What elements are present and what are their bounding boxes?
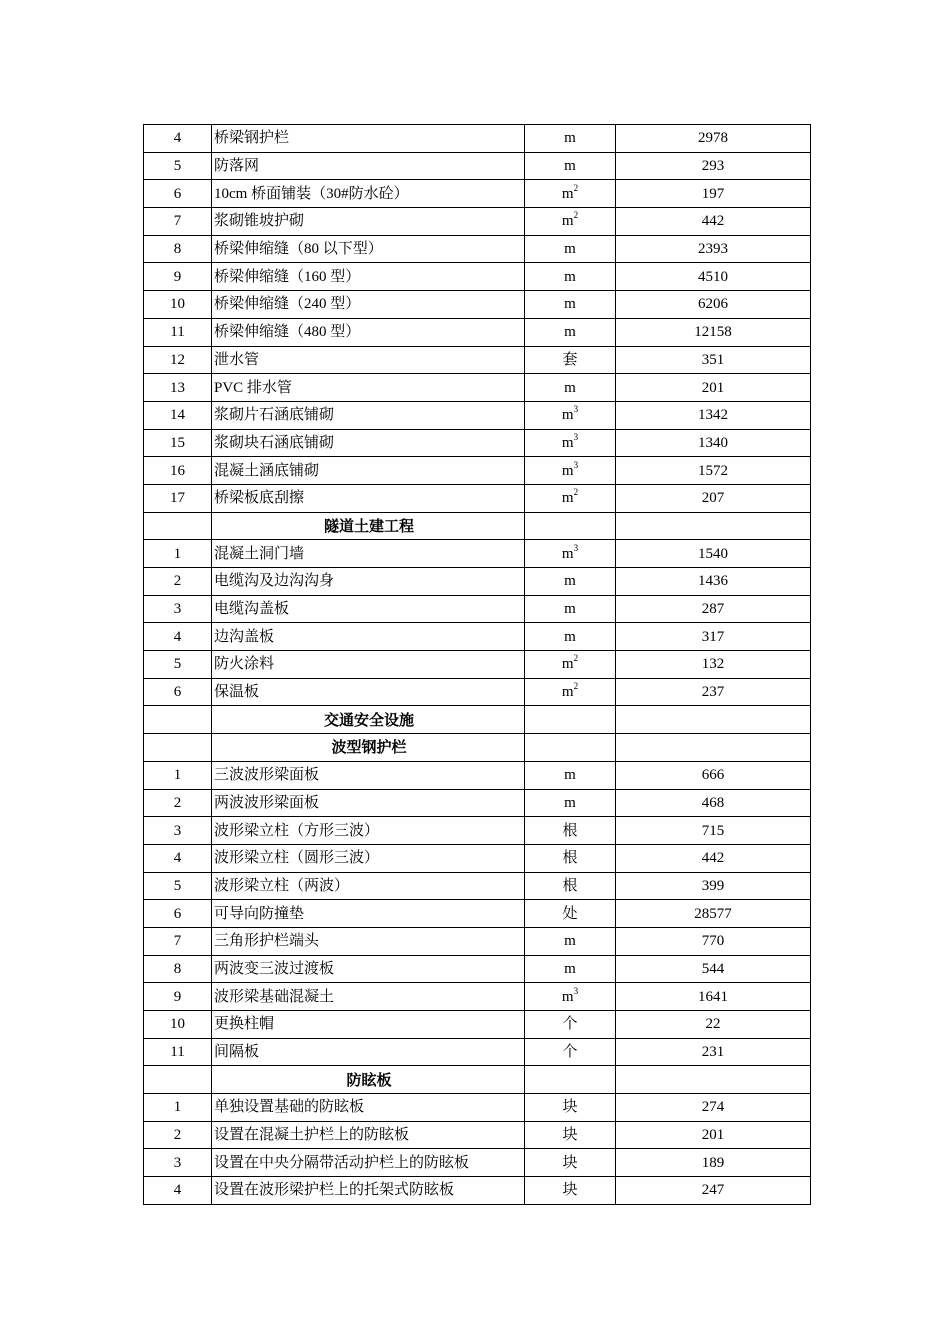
section-header-row (144, 706, 811, 734)
row-number-cell: 16 (144, 457, 212, 485)
unit-text: m (564, 794, 576, 811)
unit-text: m (564, 960, 576, 977)
table-row (144, 263, 811, 291)
unit-exponent: 3 (573, 459, 579, 470)
quantity-cell (616, 734, 811, 762)
unit-cell (525, 927, 616, 955)
item-name-cell: 更换柱帽 (212, 1011, 525, 1039)
row-number-cell: 1 (144, 761, 212, 789)
item-name-cell: 泄水管 (212, 346, 525, 374)
unit-cell (525, 900, 616, 928)
unit-text: m (564, 241, 576, 258)
table-row (144, 761, 811, 789)
table-row (144, 152, 811, 180)
quantity-table (143, 124, 811, 1205)
row-number-cell: 13 (144, 374, 212, 402)
unit-cell (525, 1149, 616, 1177)
quantity-cell: 666 (616, 761, 811, 789)
quantity-cell: 770 (616, 927, 811, 955)
item-name-cell: 浆砌锥坡护砌 (212, 208, 525, 236)
section-header-row (144, 1066, 811, 1094)
quantity-cell: 274 (616, 1094, 811, 1122)
section-header-row (144, 734, 811, 762)
table-row (144, 374, 811, 402)
row-number-cell: 10 (144, 1011, 212, 1039)
unit-text: m (561, 545, 574, 562)
quantity-cell: 1540 (616, 540, 811, 568)
unit-cell (525, 568, 616, 596)
unit-cell (525, 512, 616, 540)
row-number-cell: 17 (144, 484, 212, 512)
unit-cell (525, 1038, 616, 1066)
unit-exponent: 3 (573, 542, 579, 553)
unit-cell (525, 180, 616, 208)
row-number-cell: 3 (144, 817, 212, 845)
row-number-cell (144, 1066, 212, 1094)
unit-cell (525, 1011, 616, 1039)
quantity-cell: 399 (616, 872, 811, 900)
item-name-cell: 防火涂料 (212, 651, 525, 679)
row-number-cell (144, 734, 212, 762)
unit-text: m (564, 601, 576, 618)
table-row (144, 1177, 811, 1205)
row-number-cell (144, 706, 212, 734)
unit-cell (525, 263, 616, 291)
unit-cell (525, 429, 616, 457)
item-name-cell: 桥梁伸缩缝（80 以下型） (212, 235, 525, 263)
quantity-cell: 1572 (616, 457, 811, 485)
quantity-cell: 351 (616, 346, 811, 374)
row-number-cell: 2 (144, 789, 212, 817)
unit-text: m (564, 324, 576, 341)
quantity-cell: 12158 (616, 318, 811, 346)
table-row (144, 595, 811, 623)
item-name-cell: 混凝土洞门墙 (212, 540, 525, 568)
quantity-cell: 247 (616, 1177, 811, 1205)
table-row (144, 318, 811, 346)
table-row (144, 235, 811, 263)
quantity-cell: 442 (616, 844, 811, 872)
unit-cell (525, 844, 616, 872)
table-row (144, 623, 811, 651)
table-row (144, 651, 811, 679)
quantity-cell: 1436 (616, 568, 811, 596)
unit-text: m (561, 434, 574, 451)
table-row (144, 1038, 811, 1066)
item-name-cell: 桥梁伸缩缝（240 型） (212, 291, 525, 319)
table-row (144, 927, 811, 955)
row-number-cell: 6 (144, 180, 212, 208)
row-number-cell: 5 (144, 872, 212, 900)
unit-cell (525, 152, 616, 180)
unit-text: 处 (562, 905, 578, 922)
unit-text: m (561, 462, 574, 479)
unit-cell (525, 235, 616, 263)
table-row (144, 983, 811, 1011)
row-number-cell: 12 (144, 346, 212, 374)
quantity-cell: 468 (616, 789, 811, 817)
table-row (144, 125, 811, 153)
item-name-cell: 保温板 (212, 678, 525, 706)
unit-cell (525, 125, 616, 153)
item-name-cell: PVC 排水管 (212, 374, 525, 402)
unit-cell (525, 540, 616, 568)
table-row (144, 429, 811, 457)
row-number-cell: 7 (144, 208, 212, 236)
table-row (144, 484, 811, 512)
row-number-cell: 1 (144, 540, 212, 568)
unit-cell (525, 595, 616, 623)
table-row (144, 1149, 811, 1177)
item-name-cell: 电缆沟盖板 (212, 595, 525, 623)
unit-text: 块 (562, 1127, 578, 1144)
row-number-cell: 8 (144, 955, 212, 983)
table-row (144, 789, 811, 817)
item-name-cell: 两波波形梁面板 (212, 789, 525, 817)
quantity-cell: 231 (616, 1038, 811, 1066)
table-row (144, 844, 811, 872)
row-number-cell: 5 (144, 651, 212, 679)
unit-exponent: 3 (573, 985, 579, 996)
row-number-cell: 8 (144, 235, 212, 263)
unit-cell (525, 457, 616, 485)
unit-text: m (564, 268, 576, 285)
unit-cell (525, 484, 616, 512)
row-number-cell: 1 (144, 1094, 212, 1122)
unit-cell (525, 872, 616, 900)
item-name-cell: 波形梁立柱（方形三波） (212, 817, 525, 845)
unit-text: m (564, 573, 576, 590)
row-number-cell: 7 (144, 927, 212, 955)
unit-text: 个 (562, 1016, 578, 1033)
quantity-cell (616, 512, 811, 540)
unit-text: m (564, 158, 576, 175)
unit-cell (525, 318, 616, 346)
unit-text: 根 (562, 822, 578, 839)
quantity-cell: 2978 (616, 125, 811, 153)
quantity-cell: 317 (616, 623, 811, 651)
section-title-cell: 隧道土建工程 (212, 512, 525, 540)
unit-text: m (564, 296, 576, 313)
quantity-cell (616, 1066, 811, 1094)
unit-cell (525, 401, 616, 429)
unit-cell (525, 346, 616, 374)
table-row (144, 1094, 811, 1122)
item-name-cell: 间隔板 (212, 1038, 525, 1066)
unit-cell (525, 1121, 616, 1149)
unit-exponent: 2 (573, 182, 579, 193)
table-row (144, 900, 811, 928)
unit-cell (525, 955, 616, 983)
unit-cell (525, 789, 616, 817)
unit-cell (525, 374, 616, 402)
item-name-cell: 波形梁立柱（圆形三波） (212, 844, 525, 872)
item-name-cell: 桥梁伸缩缝（480 型） (212, 318, 525, 346)
row-number-cell: 3 (144, 1149, 212, 1177)
table-row (144, 1011, 811, 1039)
row-number-cell: 5 (144, 152, 212, 180)
item-name-cell: 单独设置基础的防眩板 (212, 1094, 525, 1122)
section-title-cell: 波型钢护栏 (212, 734, 525, 762)
item-name-cell: 浆砌片石涵底铺砌 (212, 401, 525, 429)
table-row (144, 457, 811, 485)
quantity-cell (616, 706, 811, 734)
row-number-cell: 2 (144, 1121, 212, 1149)
item-name-cell: 设置在波形梁护栏上的托架式防眩板 (212, 1177, 525, 1205)
unit-text: 个 (562, 1044, 578, 1061)
unit-text: m (564, 379, 576, 396)
unit-cell (525, 208, 616, 236)
row-number-cell: 11 (144, 318, 212, 346)
table-row (144, 401, 811, 429)
section-title-cell: 防眩板 (212, 1066, 525, 1094)
unit-cell (525, 734, 616, 762)
item-name-cell: 设置在混凝土护栏上的防眩板 (212, 1121, 525, 1149)
quantity-cell: 4510 (616, 263, 811, 291)
quantity-table-body (144, 125, 811, 1205)
quantity-cell: 715 (616, 817, 811, 845)
table-row (144, 872, 811, 900)
unit-text: m (561, 684, 574, 701)
quantity-cell: 201 (616, 374, 811, 402)
quantity-cell: 544 (616, 955, 811, 983)
unit-text: 块 (562, 1099, 578, 1116)
row-number-cell: 4 (144, 623, 212, 651)
unit-text: m (564, 628, 576, 645)
quantity-cell: 201 (616, 1121, 811, 1149)
unit-exponent: 3 (573, 404, 579, 415)
table-row (144, 1121, 811, 1149)
item-name-cell: 浆砌块石涵底铺砌 (212, 429, 525, 457)
unit-text: m (564, 933, 576, 950)
quantity-cell: 237 (616, 678, 811, 706)
row-number-cell: 11 (144, 1038, 212, 1066)
unit-text: m (564, 130, 576, 147)
row-number-cell: 4 (144, 1177, 212, 1205)
table-row (144, 208, 811, 236)
table-row (144, 955, 811, 983)
unit-cell (525, 761, 616, 789)
unit-cell (525, 651, 616, 679)
item-name-cell: 混凝土涵底铺砌 (212, 457, 525, 485)
unit-cell (525, 623, 616, 651)
item-name-cell: 三波波形梁面板 (212, 761, 525, 789)
item-name-cell: 桥梁板底刮擦 (212, 484, 525, 512)
unit-text: m (561, 656, 574, 673)
section-header-row (144, 512, 811, 540)
table-row (144, 346, 811, 374)
row-number-cell: 4 (144, 844, 212, 872)
unit-text: 块 (562, 1182, 578, 1199)
item-name-cell: 边沟盖板 (212, 623, 525, 651)
unit-text: m (561, 213, 574, 230)
item-name-cell: 10cm 桥面铺装（30#防水砼） (212, 180, 525, 208)
row-number-cell: 9 (144, 983, 212, 1011)
table-row (144, 678, 811, 706)
row-number-cell: 14 (144, 401, 212, 429)
quantity-cell: 197 (616, 180, 811, 208)
quantity-cell: 189 (616, 1149, 811, 1177)
quantity-cell: 28577 (616, 900, 811, 928)
quantity-cell: 1342 (616, 401, 811, 429)
section-title-cell: 交通安全设施 (212, 706, 525, 734)
unit-cell (525, 1066, 616, 1094)
item-name-cell: 可导向防撞垫 (212, 900, 525, 928)
row-number-cell: 6 (144, 678, 212, 706)
unit-exponent: 2 (573, 210, 579, 221)
unit-exponent: 2 (573, 681, 579, 692)
item-name-cell: 设置在中央分隔带活动护栏上的防眩板 (212, 1149, 525, 1177)
item-name-cell: 波形梁基础混凝土 (212, 983, 525, 1011)
table-row (144, 817, 811, 845)
unit-exponent: 2 (573, 487, 579, 498)
unit-text: 根 (562, 877, 578, 894)
quantity-cell: 287 (616, 595, 811, 623)
row-number-cell: 3 (144, 595, 212, 623)
unit-text: m (561, 185, 574, 202)
unit-cell (525, 678, 616, 706)
table-row (144, 291, 811, 319)
table-row (144, 568, 811, 596)
quantity-cell: 293 (616, 152, 811, 180)
row-number-cell: 2 (144, 568, 212, 596)
unit-text: m (564, 767, 576, 784)
unit-cell (525, 1094, 616, 1122)
row-number-cell (144, 512, 212, 540)
quantity-cell: 1641 (616, 983, 811, 1011)
unit-text: m (561, 490, 574, 507)
unit-cell (525, 1177, 616, 1205)
row-number-cell: 6 (144, 900, 212, 928)
unit-exponent: 3 (573, 431, 579, 442)
item-name-cell: 防落网 (212, 152, 525, 180)
unit-text: 套 (562, 351, 578, 368)
unit-text: 块 (562, 1154, 578, 1171)
unit-cell (525, 706, 616, 734)
unit-text: m (561, 988, 574, 1005)
item-name-cell: 电缆沟及边沟沟身 (212, 568, 525, 596)
item-name-cell: 两波变三波过渡板 (212, 955, 525, 983)
item-name-cell: 桥梁钢护栏 (212, 125, 525, 153)
quantity-cell: 442 (616, 208, 811, 236)
quantity-cell: 1340 (616, 429, 811, 457)
unit-cell (525, 817, 616, 845)
item-name-cell: 三角形护栏端头 (212, 927, 525, 955)
quantity-cell: 207 (616, 484, 811, 512)
unit-cell (525, 983, 616, 1011)
quantity-cell: 2393 (616, 235, 811, 263)
unit-cell (525, 291, 616, 319)
table-row (144, 180, 811, 208)
quantity-cell: 6206 (616, 291, 811, 319)
item-name-cell: 桥梁伸缩缝（160 型） (212, 263, 525, 291)
row-number-cell: 10 (144, 291, 212, 319)
quantity-cell: 22 (616, 1011, 811, 1039)
table-row (144, 540, 811, 568)
row-number-cell: 9 (144, 263, 212, 291)
unit-text: 根 (562, 850, 578, 867)
row-number-cell: 15 (144, 429, 212, 457)
quantity-cell: 132 (616, 651, 811, 679)
row-number-cell: 4 (144, 125, 212, 153)
item-name-cell: 波形梁立柱（两波） (212, 872, 525, 900)
unit-exponent: 2 (573, 653, 579, 664)
unit-text: m (561, 407, 574, 424)
